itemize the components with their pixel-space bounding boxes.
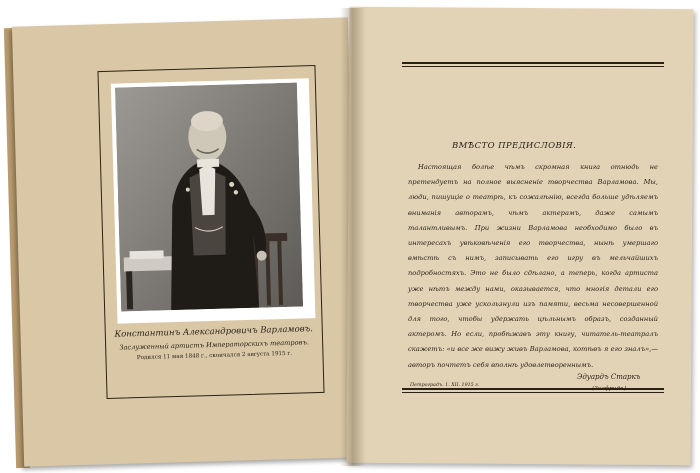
portrait-photo	[111, 78, 316, 323]
bottom-rule-thin	[402, 392, 664, 393]
preface-body: Настоящая болѣе чѣмъ скромная книга отнюдь не претендуетъ на полное выясненіе творчества Варламова. Мы, люди, пишущіе о театрѣ, къ сожалѣнію, всегда больше удѣляемъ вниманія авторамъ, чѣмъ актерамъ, даже самымъ талантливымъ. При жизни Варламова необходимо было въ интересахъ увѣковѣченія его творчества, нынѣ умершаго вмѣстѣ съ нимъ, записывать его игру въ мельчайшихъ подробностяхъ. Это не было сдѣлано, а теперь, когда артиста уже нѣтъ между нами, оказывается, что многія детали его творчества уже ускользнули изъ памяти, весьма несовершенной для того, чтобы удержать цѣльнымъ образъ, созданный актеромъ. Но если, пробѣжавъ эту книгу, читатель-театралъ скажетъ: «и все же вижу живъ Варламова, котѣвъ я его зналъ»,—авторъ почтетъ себя вполнѣ удовлетвореннымъ.	[408, 163, 658, 369]
preface-title: ВМѢСТО ПРЕДИСЛОВІЯ.	[452, 141, 577, 151]
open-book	[10, 8, 692, 466]
bottom-rule	[402, 388, 664, 390]
book-spine	[340, 8, 366, 466]
portrait-image	[115, 83, 303, 312]
preface-signature-alias: (Зигфридъ).	[592, 386, 629, 392]
portrait-caption-title: Заслуженный артистъ Императорскихъ театровъ.	[119, 338, 309, 352]
portrait-caption-dates: Родился 11 мая 1848 г., скончался 2 августа 1915 г.	[136, 350, 293, 362]
portrait-plate	[97, 65, 324, 399]
preface-signature: Эдуардъ Старкъ	[577, 373, 641, 381]
portrait-caption-name: Константинъ Александровичъ Варламовъ.	[114, 324, 314, 340]
top-rule-thin	[402, 66, 664, 67]
top-rule	[402, 62, 664, 64]
preface-place-date: Петроградъ. 1. XII. 1915 г.	[410, 383, 480, 388]
